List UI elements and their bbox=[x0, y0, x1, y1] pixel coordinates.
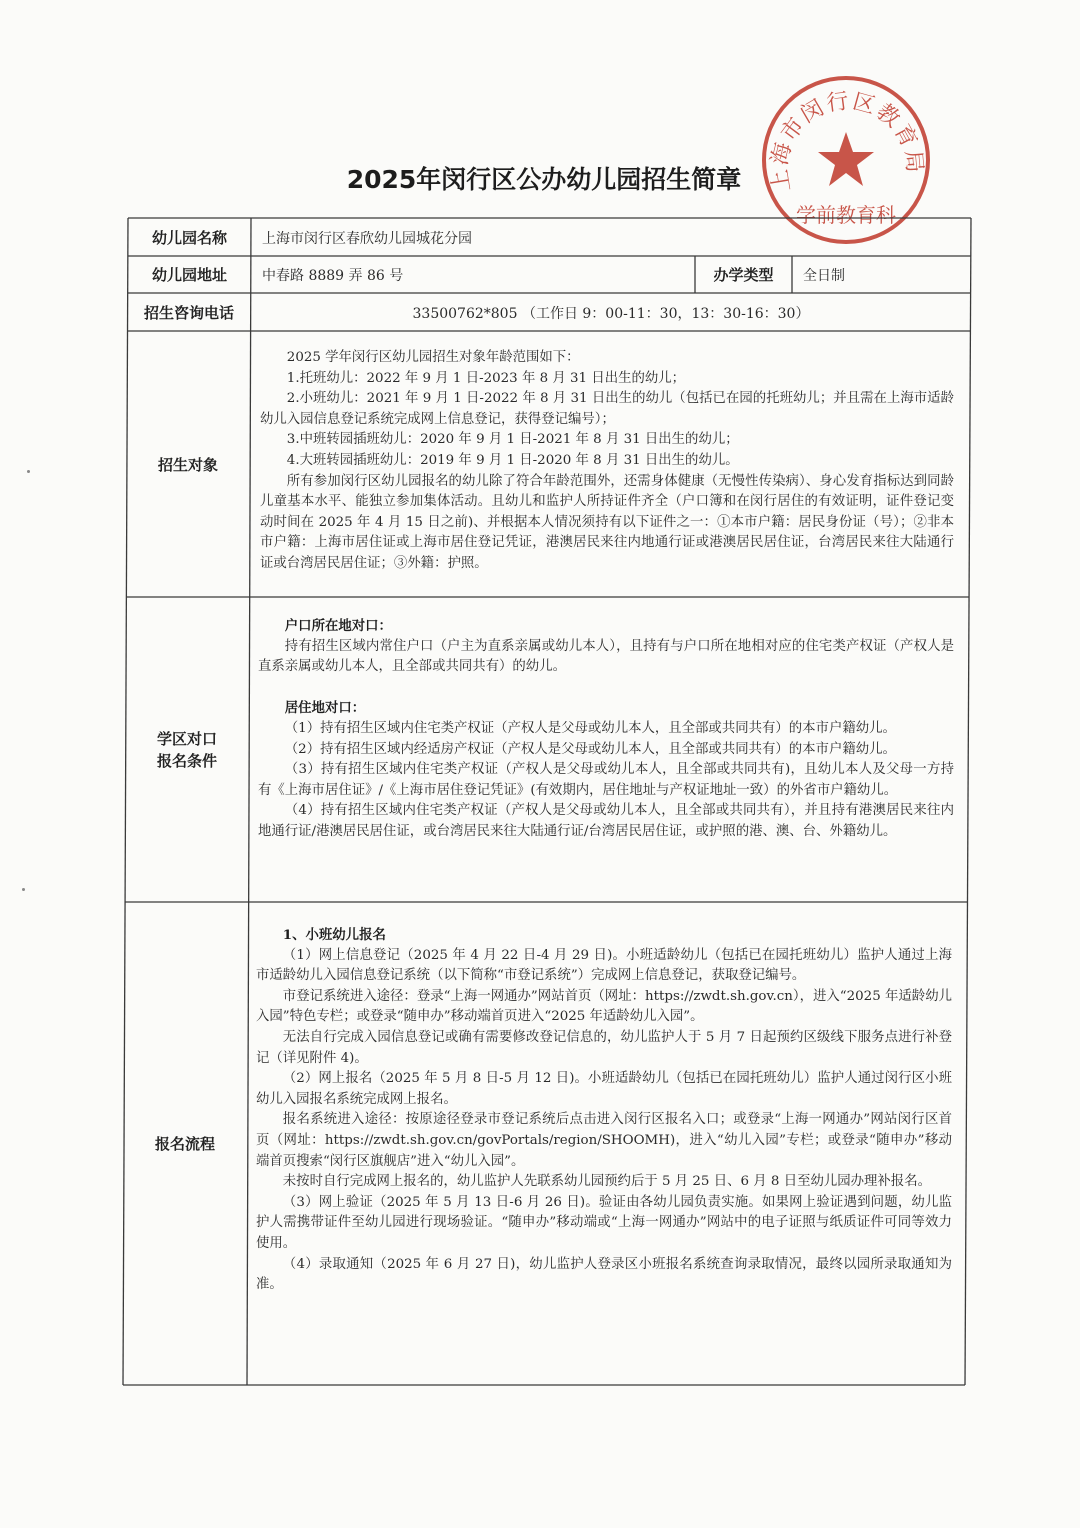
district-label-line2: 报名条件 bbox=[156, 752, 217, 770]
type-value: 全日制 bbox=[803, 268, 845, 284]
residence-item: （2）持有招生区域内经适房产权证（产权人是父母或幼儿本人，且全部或共同共有）的本市户籍幼儿。 bbox=[284, 741, 896, 757]
process-label: 报名流程 bbox=[154, 1135, 215, 1153]
process-paragraph: （2）网上报名（2025 年 5 月 8 日-5 月 12 日)。小班适龄幼儿（包括已在园托班幼儿）监护人通过闵行区小班幼儿入园报名系统完成网上报名。 bbox=[256, 1071, 952, 1107]
process-paragraph: （1）网上信息登记（2025 年 4 月 22 日-4 月 29 日)。小班适龄幼儿（包括已在园托班幼儿）监护人通过上海市适龄幼儿入园信息登记系统（以下简称“市登记系统”）完成网上信息登记，获取登记编号。 bbox=[256, 947, 952, 984]
residence-item: （3）持有招生区域内住宅类产权证（产权人是父母或幼儿本人，且全部或共同共有)，且幼儿本人及父母一方持有《上海市居住证》/《上海市居住登记凭证》(有效期内，居住地址与产权证地址一致）的外省市户籍幼儿。 bbox=[258, 762, 954, 798]
process-paragraph: （3）网上验证（2025 年 5 月 13 日-6 月 26 日)。验证由各幼儿园负责实施。如果网上验证遇到问题，幼儿监护人需携带证件至幼儿园进行现场验证。“随申办”移动端或“上海一网通办”网站中的电子证照与纸质证件可同等效力使用。 bbox=[256, 1194, 952, 1251]
name-label: 幼儿园名称 bbox=[151, 228, 227, 247]
name-value: 上海市闵行区春欣幼儿园城花分园 bbox=[262, 230, 472, 247]
hukou-text: 持有招生区域内常住户口（户主为直系亲属或幼儿本人），且持有与户口所在地相对应的住宅类产权证（产权人是直系亲属或幼儿本人，且全部或共同共有）的幼儿。 bbox=[258, 638, 954, 675]
phone-value: 33500762*805 （工作日 9：00-11：30，13：30-16：30） bbox=[412, 305, 810, 322]
phone-label: 招生咨询电话 bbox=[143, 303, 234, 322]
svg-text:上海市闵行区教育局: 上海市闵行区教育局 bbox=[767, 88, 927, 194]
address-value: 中春路 8889 弄 86 号 bbox=[262, 268, 404, 284]
process-paragraph: 未按时自行完成网上报名的，幼儿监护人先联系幼儿园预约后于 5 月 25 日、6 月 8 日至幼儿园办理补报名。 bbox=[282, 1174, 931, 1190]
residence-item: （1）持有招生区域内住宅类产权证（产权人是父母或幼儿本人，且全部或共同共有）的本市户籍幼儿。 bbox=[284, 720, 896, 736]
page-title: 2025年闵行区公办幼儿园招生简章 bbox=[346, 165, 742, 194]
svg-text:学前教育科: 学前教育科 bbox=[796, 203, 896, 227]
target-paragraph: 2.小班幼儿：2021 年 9 月 1 日-2022 年 8 月 31 日出生的幼儿（包括已在园的托班幼儿；并且需在上海市适龄幼儿入园信息登记系统完成网上信息登记，获得登记编号）； bbox=[260, 391, 954, 427]
target-paragraph: 3.中班转园插班幼儿：2020 年 9 月 1 日-2021 年 8 月 31 日出生的幼儿； bbox=[286, 432, 739, 448]
district-label-line1: 学区对口 bbox=[156, 730, 217, 748]
residence-item: （4）持有招生区域内住宅类产权证（产权人是父母或幼儿本人，且全部或共同共有），并且持有港澳居民来往内地通行证/港澳居民居住证，或台湾居民来往大陆通行证/台湾居民居住证，或护照的港、澳、台、外籍幼儿。 bbox=[258, 803, 954, 839]
target-content bbox=[260, 348, 954, 575]
district-content bbox=[258, 616, 954, 843]
process-paragraph: 报名系统进入途径：按原途径登录市登记系统后点击进入闵行区报名入口；或登录“上海一网通办”网站闵行区首页（网址：https://zwdt.sh.gov.cn/govPortals/region/SHOOMH)，进入“幼儿入园”专栏；或登录“随申办”移动端首页搜索“闵行区旗舰店”进入“幼儿入园”。 bbox=[256, 1112, 952, 1169]
hukou-title: 户口所在地对口： bbox=[284, 618, 392, 634]
target-paragraph: 2025 学年闵行区幼儿园招生对象年龄范围如下： bbox=[286, 350, 580, 365]
process-paragraph: 无法自行完成入园信息登记或确有需要修改登记信息的，幼儿监护人于 5 月 7 日起预约区级线下服务点进行补登记（详见附件 4)。 bbox=[256, 1029, 952, 1066]
type-label: 办学类型 bbox=[713, 266, 774, 284]
residence-title: 居住地对口： bbox=[284, 700, 366, 717]
target-paragraph: 4.大班转园插班幼儿：2019 年 9 月 1 日-2020 年 8 月 31 日出生的幼儿。 bbox=[286, 452, 739, 468]
target-paragraph: 所有参加闵行区幼儿园报名的幼儿除了符合年龄范围外，还需身体健康（无慢性传染病）、身心发育指标达到同龄儿童基本水平、能独立参加集体活动。且幼儿和监护人所持证件齐全（户口簿和在闵行居住的有效证明，证件登记变动时间在 2025 年 4 月 15 日之前)、并根据本人情况须持有以下证件之一：①本市户籍：居民身份证（号）；②非本市户籍：上海市居住证或上海市居住登记凭证，港澳居民来往内地通行证或港澳居民居住证，台湾居民来往大陆通行证或台湾居民居住证；③外籍：护照。 bbox=[260, 473, 954, 571]
scan-speck bbox=[22, 888, 25, 891]
district-label bbox=[126, 598, 248, 902]
scan-speck bbox=[27, 470, 30, 473]
target-paragraph: 1.托班幼儿：2022 年 9 月 1 日-2023 年 8 月 31 日出生的幼儿； bbox=[286, 370, 686, 386]
target-label: 招生对象 bbox=[157, 455, 218, 474]
address-label: 幼儿园地址 bbox=[151, 266, 227, 284]
process-paragraph: 市登记系统进入途径：登录“上海一网通办”网站首页（网址：https://zwdt.sh.gov.cn），进入“2025 年适龄幼儿入园”特色专栏；或登录“随申办”移动端首页进入“2025 年适龄幼儿入园”。 bbox=[256, 988, 952, 1025]
process-content bbox=[256, 925, 952, 1296]
process-paragraph: （4）录取通知（2025 年 6 月 27 日)，幼儿监护人登录区小班报名系统查询录取情况，最终以园所录取通知为准。 bbox=[256, 1256, 952, 1293]
process-heading: 1、小班幼儿报名 bbox=[282, 927, 386, 943]
